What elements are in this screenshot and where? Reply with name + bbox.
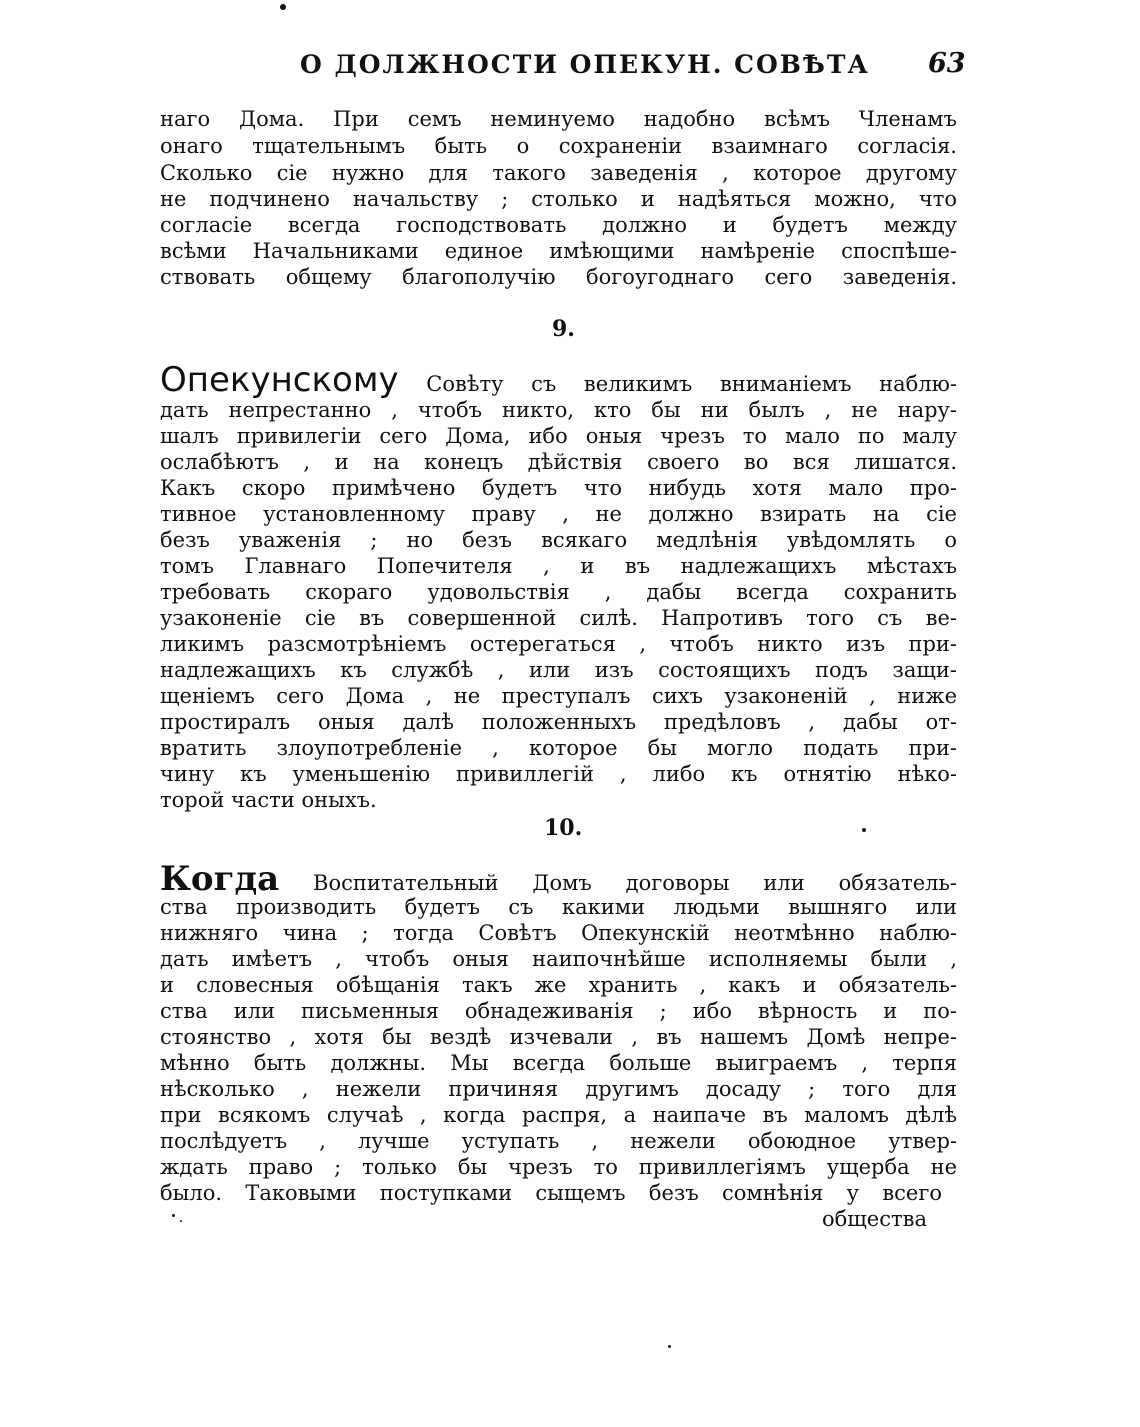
text-line: шалъ привилегiи сего Дома, ибо оныя чрезъ то мало по малу — [160, 424, 957, 448]
text-line: мѣнно быть должны. Мы всегда больше выиграемъ , терпя — [160, 1051, 957, 1075]
text-line: и словесныя обѣщанiя такъ же хранить , какъ и обязатель- — [160, 973, 957, 997]
line-text: Совѣту съ великимъ вниманiемъ наблю- — [426, 372, 957, 396]
ink-speck — [172, 1214, 175, 1217]
text-line: дать имѣетъ , чтобъ оныя наипочнѣйше исполняемы были , — [160, 947, 957, 971]
text-line — [160, 859, 957, 899]
text-line: вратить злоупотребленiе , которое бы могло подать при- — [160, 736, 957, 760]
ink-speck — [862, 828, 866, 832]
text-line: Какъ скоро примѣчено будетъ что нибудь хотя мало про- — [160, 476, 957, 500]
text-line: ждать право ; только бы чрезъ то привиллегiямъ ущерба не — [160, 1155, 957, 1179]
text-line: ства или письменныя обнадеживанiя ; ибо вѣрность и по- — [160, 999, 957, 1023]
text-line: было. Таковыми поступками сыщемъ безъ сомнѣнiя у всего — [160, 1181, 942, 1205]
lead-word: Когда — [160, 859, 280, 899]
text-line: ства производить будетъ съ какими людьми вышняго или — [160, 895, 957, 919]
lead-word: Опекунскому — [160, 360, 399, 400]
text-line: ликимъ разсмотрѣнiемъ остерегаться , чтобъ никто изъ при- — [160, 632, 957, 656]
running-title: О ДОЛЖНОСТИ ОПЕКУН. СОВѢТА — [300, 50, 870, 79]
text-line: наго Дома. При семъ неминуемо надобно всѣмъ Членамъ — [160, 107, 957, 131]
text-line: при всякомъ случаѣ , когда распря, а наипаче въ маломъ дѣлѣ — [160, 1103, 957, 1127]
text-line: ствовать общему благополучiю богоугоднаго сего заведенiя. — [160, 265, 957, 289]
ink-speck — [280, 4, 286, 10]
text-line: чину къ уменьшенiю привиллегiй , либо къ отнятiю нѣко- — [160, 762, 957, 786]
text-line: дать непрестанно , чтобъ никто, кто бы ни былъ , не нару- — [160, 398, 957, 422]
text-line: нижняго чина ; тогда Совѣтъ Опекунскiй неотмѣнно наблю- — [160, 921, 957, 945]
text-line: не подчинено начальству ; столько и надѣяться можно, что — [160, 187, 957, 211]
text-line: нѣсколько , нежели причиняя другимъ досаду ; того для — [160, 1077, 957, 1101]
catchword: общества — [822, 1207, 927, 1231]
text-line: безъ уваженiя ; но безъ всякаго медлѣнiя увѣдомлять о — [160, 528, 957, 552]
page-number: 63 — [928, 48, 966, 79]
text-line: надлежащихъ къ службѣ , или изъ состоящихъ подъ защи- — [160, 658, 957, 682]
line-text: Воспитательный Домъ договоры или обязатель- — [313, 871, 957, 895]
text-line: торой части оныхъ. — [160, 788, 377, 812]
text-line: томъ Главнаго Попечителя , и въ надлежащихъ мѣстахъ — [160, 554, 957, 578]
text-line: тивное установленному праву , не должно взирать на сiе — [160, 502, 957, 526]
section-number: 9. — [552, 316, 575, 342]
ink-speck — [668, 1345, 671, 1348]
text-line: ослабѣютъ , и на конецъ дѣйствiя своего во вся лишатся. — [160, 450, 957, 474]
ink-speck — [180, 1220, 182, 1222]
text-line: Сколько сiе нужно для такого заведенiя , которое другому — [160, 161, 957, 185]
section-number: 10. — [544, 815, 583, 841]
text-line: щенiемъ сего Дома , не преступалъ сихъ узаконенiй , ниже — [160, 684, 957, 708]
text-line: узаконенiе сiе въ совершенной силѣ. Напротивъ того съ ве- — [160, 606, 957, 630]
text-line: требовать скораго удовольствiя , дабы всегда сохранить — [160, 580, 957, 604]
text-line: согласiе всегда господствовать должно и будетъ между — [160, 213, 957, 237]
text-line: послѣдуетъ , лучше уступать , нежели обоюдное утвер- — [160, 1129, 957, 1153]
text-line: онаго тщательнымъ быть о сохраненiи взаимнаго согласiя. — [160, 134, 957, 158]
text-line: стоянство , хотя бы вездѣ изчевали , въ нашемъ Домѣ непре- — [160, 1025, 957, 1049]
text-line: простиралъ оныя далѣ положенныхъ предѣловъ , дабы от- — [160, 710, 957, 734]
text-line — [160, 360, 957, 400]
text-line: всѣми Начальниками единое имѣющими намѣренiе споспѣше- — [160, 239, 957, 263]
